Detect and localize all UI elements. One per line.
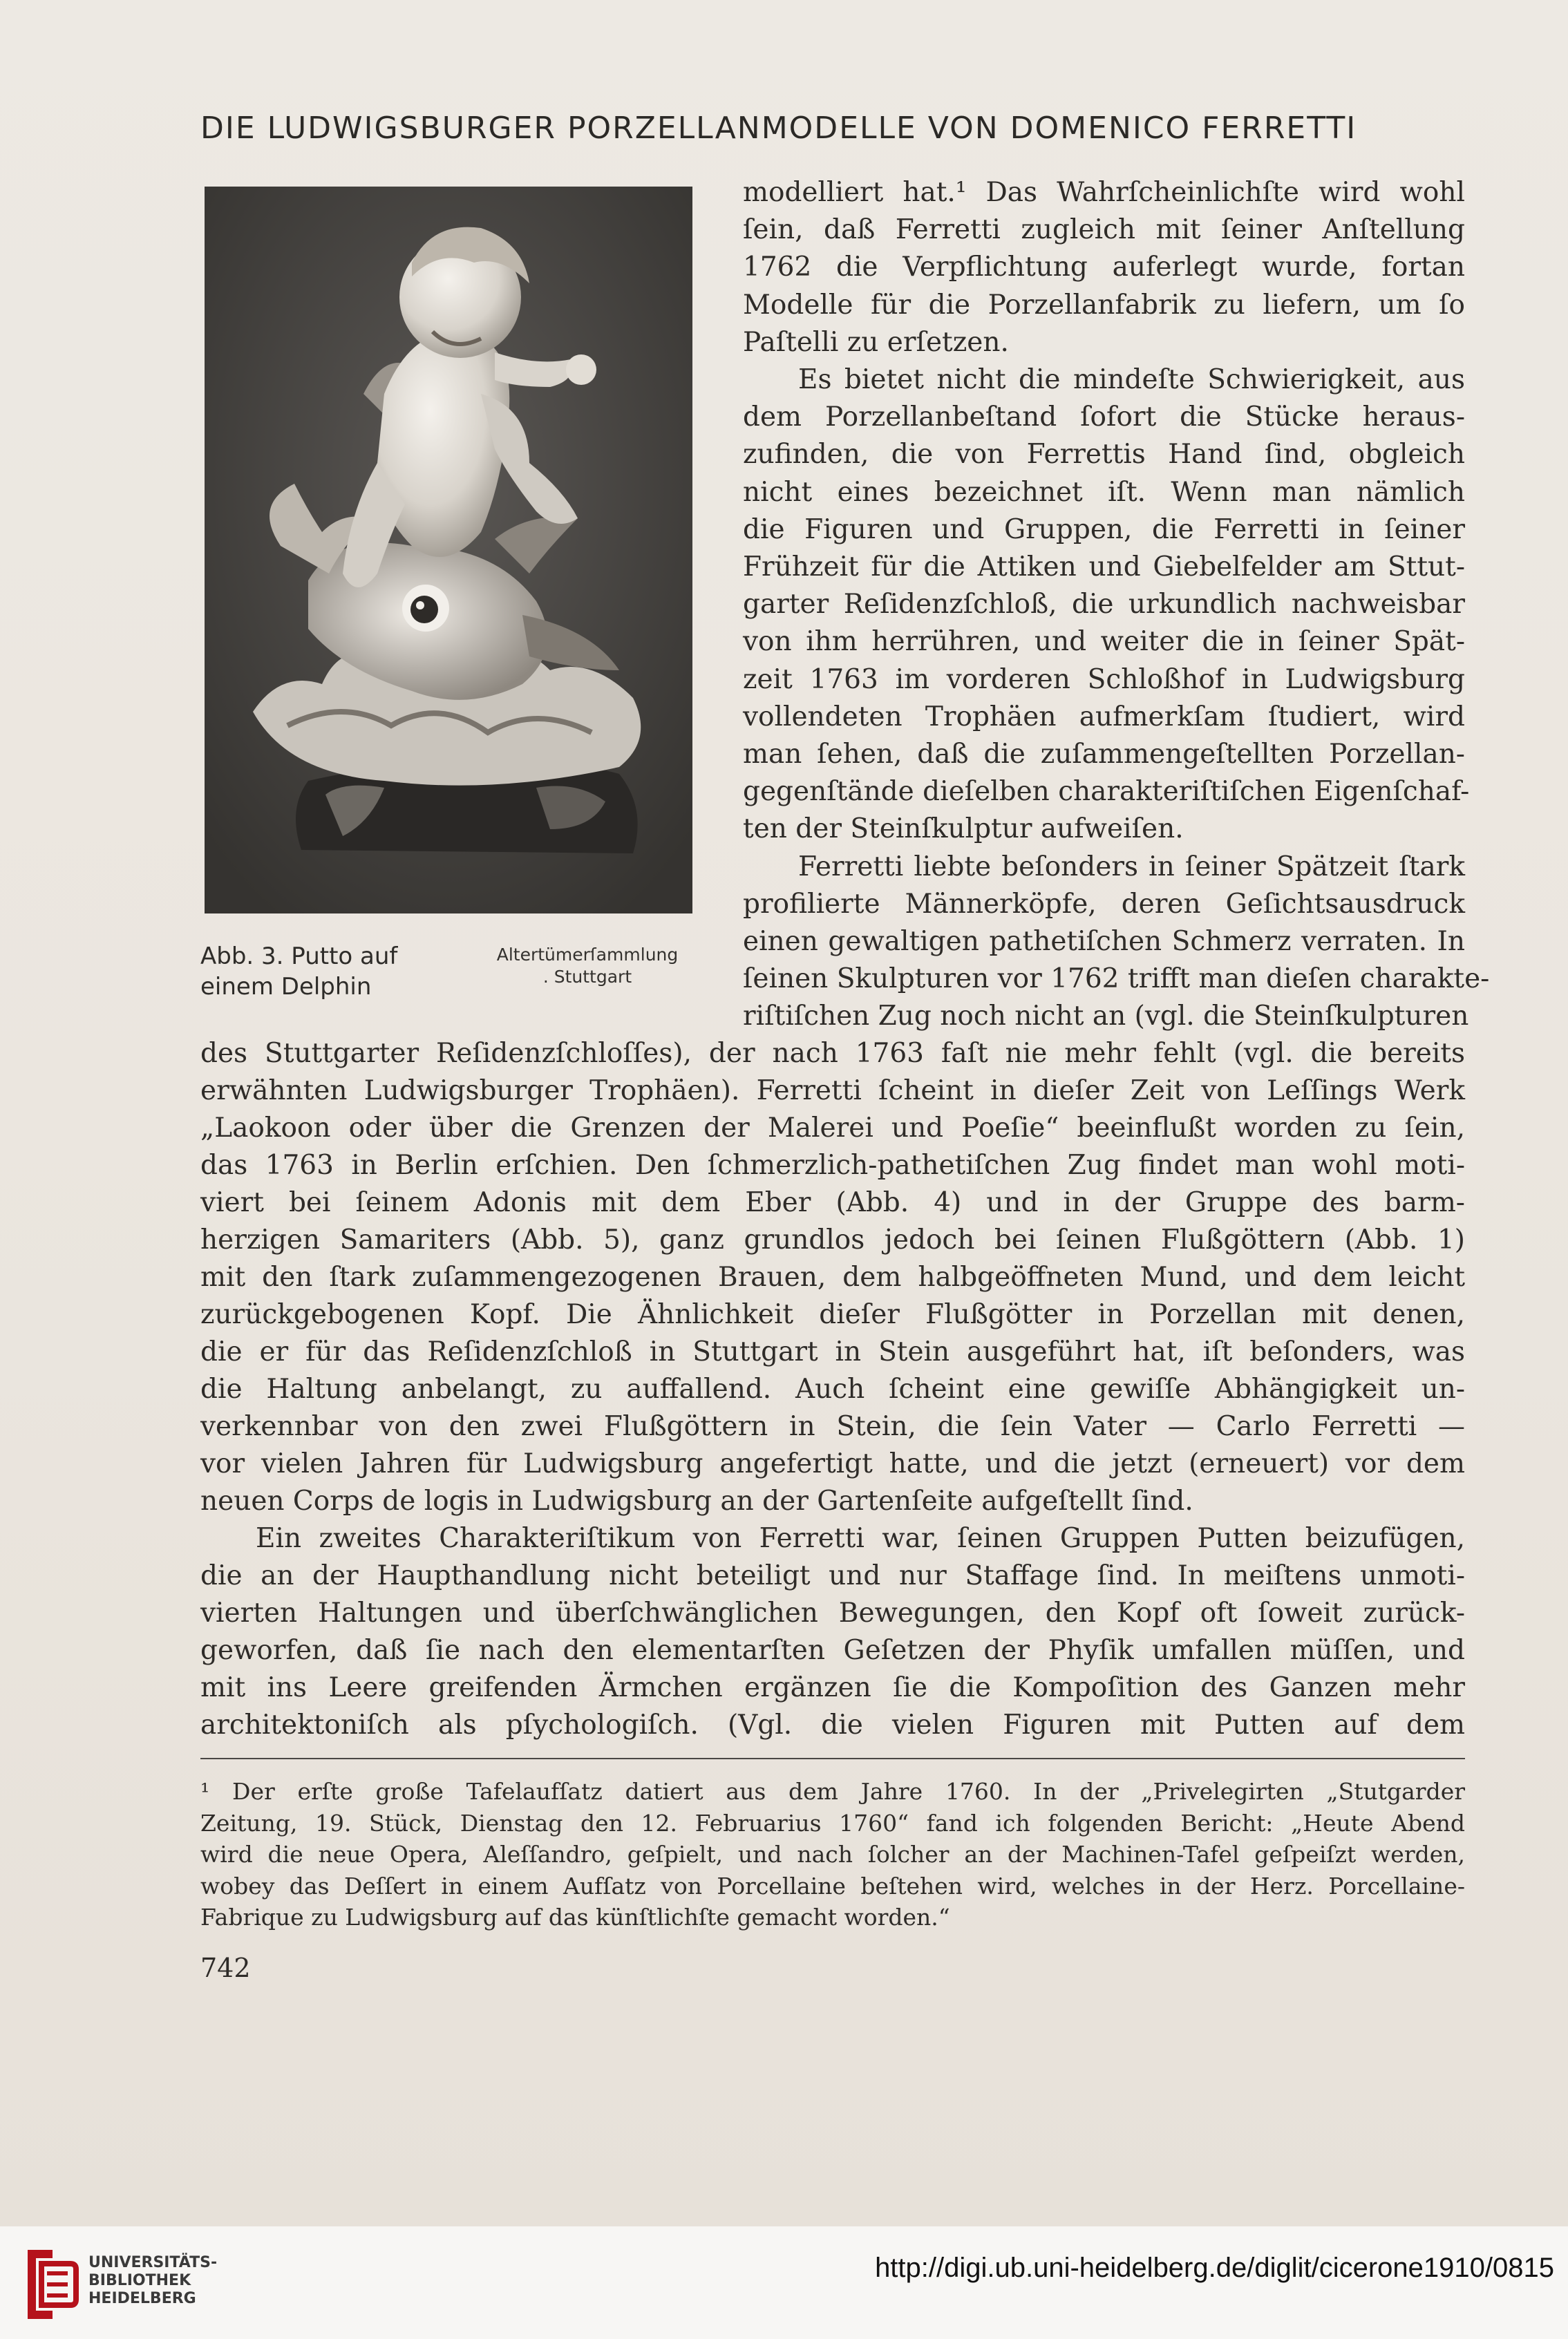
- footnote-line: Fabrique zu Ludwigsburg auf das künſtlichſte gemacht worden.“: [200, 1904, 950, 1931]
- text-line: geworfen, daß ſie nach den elementarſten Geſetzen der Phyſik umfallen müſſen, und: [200, 1635, 1465, 1666]
- footnote-line: wobey das Deſſert in einem Aufſatz von Porcellaine beſtehen wird, welches in der Herz. Porcellaine-: [200, 1872, 1465, 1900]
- text-line: riſtiſchen Zug noch nicht an (vgl. die Steinſkulpturen: [743, 1001, 1469, 1032]
- text-line: architektoniſch als pſychologiſch. (Vgl. die vielen Figuren mit Putten auf dem: [200, 1710, 1465, 1741]
- text-line: zurückgebogenen Kopf. Die Ähnlichkeit dieſer Flußgötter in Porzellan mit denen,: [200, 1299, 1465, 1330]
- text-line: Es bietet nicht die mindeſte Schwierigkeit, aus: [798, 364, 1465, 395]
- text-line: garter Reſidenzſchloß, die urkundlich nachweisbar: [743, 589, 1465, 621]
- text-line: modelliert hat.¹ Das Wahrſcheinlichſte wird wohl: [743, 177, 1465, 208]
- text-line: vierten Haltungen und überſchwänglichen Bewegungen, den Kopf oft ſoweit zurück-: [200, 1598, 1465, 1629]
- text-line: von ihm herrühren, und weiter die in ſeiner Spät-: [743, 626, 1465, 658]
- footnote-line: ¹ Der erſte große Tafelaufſatz datiert aus dem Jahre 1760. In der „Privelegirten „Stutgarder: [200, 1778, 1465, 1805]
- text-line: „Laokoon oder über die Grenzen der Malerei und Poeſie“ beeinflußt worden zu ſein,: [200, 1112, 1465, 1144]
- text-line: neuen Corps de logis in Ludwigsburg an der Gartenſeite aufgeſtellt ſind.: [200, 1486, 1193, 1517]
- figure-putto-dolphin: [205, 187, 692, 913]
- caption-line: einem Delphin: [200, 973, 372, 1001]
- source-url[interactable]: http://digi.ub.uni-heidelberg.de/diglit/cicerone1910/0815: [875, 2253, 1554, 2283]
- footnote-line: wird die neue Opera, Aleſſandro, geſpielt, und nach ſolcher an der Machinen-Tafel geſpeiſzt werden,: [200, 1841, 1465, 1868]
- page-number: 742: [200, 1953, 251, 1983]
- text-line: dem Porzellanbeſtand ſofort die Stücke heraus-: [743, 401, 1465, 433]
- figure-credit: [477, 944, 698, 988]
- text-line: mit ins Leere greifenden Ärmchen ergänzen ſie die Kompoſition des Ganzen mehr: [200, 1672, 1465, 1703]
- library-line: BIBLIOTHEK: [88, 2272, 191, 2289]
- text-line: Ein zweites Charakteriſtikum von Ferretti war, ſeinen Gruppen Putten beizufügen,: [256, 1523, 1465, 1554]
- text-line: erwähnten Ludwigsburger Trophäen). Ferretti ſcheint in dieſer Zeit von Leſſings Werk: [200, 1075, 1465, 1106]
- text-line: mit den ſtark zuſammengezogenen Brauen, dem halbgeöffneten Mund, und dem leicht: [200, 1262, 1465, 1293]
- text-line: herzigen Samariters (Abb. 5), ganz grundlos jedoch bei ſeinen Flußgöttern (Abb. 1): [200, 1224, 1465, 1256]
- putto-dolphin-photo: [205, 187, 692, 913]
- text-line: Modelle für die Porzellanfabrik zu liefern, um ſo: [743, 289, 1465, 321]
- library-line: HEIDELBERG: [88, 2290, 196, 2307]
- digital-library-footer: [0, 2226, 1568, 2339]
- running-head: DIE LUDWIGSBURGER PORZELLANMODELLE VON DOMENICO FERRETTI: [200, 111, 1357, 146]
- text-line: des Stuttgarter Reſidenzſchloſſes), der nach 1763 faſt nie mehr fehlt (vgl. die bereits: [200, 1038, 1465, 1069]
- text-line: die er für das Reſidenzſchloß in Stuttgart in Stein ausgeführt hat, iſt beſonders, was: [200, 1336, 1465, 1367]
- footnote-rule: [200, 1758, 1465, 1759]
- text-line: vor vielen Jahren für Ludwigsburg angefertigt hatte, und die jetzt (erneuert) vor dem: [200, 1448, 1465, 1479]
- text-line: die Haltung anbelangt, zu auffallend. Auch ſcheint eine gewiſſe Abhängigkeit un-: [200, 1374, 1465, 1405]
- library-name: [88, 2254, 217, 2308]
- text-line: Frühzeit für die Attiken und Giebelfelder am Sttut-: [743, 551, 1465, 583]
- figure-caption: [200, 941, 463, 1002]
- text-line: gegenſtände dieſelben charakteriſtiſchen Eigenſchaf-: [743, 776, 1470, 808]
- text-line: vollendeten Trophäen aufmerkſam ſtudiert, wird: [743, 701, 1465, 732]
- library-line: UNIVERSITÄTS-: [88, 2254, 218, 2271]
- text-line: 1762 die Verpflichtung auferlegt wurde, fortan: [743, 252, 1465, 283]
- text-line: viert bei ſeinem Adonis mit dem Eber (Abb. 4) und in der Gruppe des barm-: [200, 1187, 1465, 1218]
- text-line: die an der Haupthandlung nicht beteiligt und nur Staffage ſind. In meiſtens unmoti-: [200, 1560, 1465, 1591]
- ub-heidelberg-logo-icon: [22, 2243, 79, 2326]
- credit-line: Altertümerſammlung: [496, 945, 679, 965]
- footnote-line: Zeitung, 19. Stück, Dienstag den 12. Februarius 1760“ fand ich folgenden Bericht: „Heute Abend: [200, 1809, 1465, 1837]
- text-line: einen gewaltigen pathetiſchen Schmerz verraten. In: [743, 926, 1465, 957]
- text-line: zufinden, die von Ferrettis Hand ſind, obgleich: [743, 439, 1465, 471]
- text-line: zeit 1763 im vorderen Schloßhof in Ludwigsburg: [743, 663, 1465, 695]
- text-line: nicht eines bezeichnet iſt. Wenn man nämlich: [743, 476, 1465, 508]
- text-line: man ſehen, daß die zuſammengeſtellten Porzellan-: [743, 739, 1465, 770]
- text-line: verkennbar von den zwei Flußgöttern in Stein, die ſein Vater — Carlo Ferretti —: [200, 1411, 1465, 1442]
- credit-line: . Stuttgart: [542, 967, 632, 987]
- caption-line: Abb. 3. Putto auf: [200, 943, 398, 970]
- text-line: ſeinen Skulpturen vor 1762 trifft man dieſen charakte-: [743, 963, 1490, 995]
- text-line: ten der Steinſkulptur aufweiſen.: [743, 813, 1184, 845]
- text-line: Ferretti liebte beſonders in ſeiner Spätzeit ſtark: [798, 851, 1465, 882]
- text-line: das 1763 in Berlin erſchien. Den ſchmerzlich-pathetiſchen Zug findet man wohl moti-: [200, 1150, 1465, 1181]
- text-line: Paſtelli zu erſetzen.: [743, 326, 1009, 358]
- text-line: profilierte Männerköpfe, deren Geſichtsausdruck: [743, 888, 1465, 920]
- text-line: ſein, daß Ferretti zugleich mit ſeiner Anſtellung: [743, 214, 1465, 246]
- text-line: die Figuren und Gruppen, die Ferretti in ſeiner: [743, 513, 1465, 545]
